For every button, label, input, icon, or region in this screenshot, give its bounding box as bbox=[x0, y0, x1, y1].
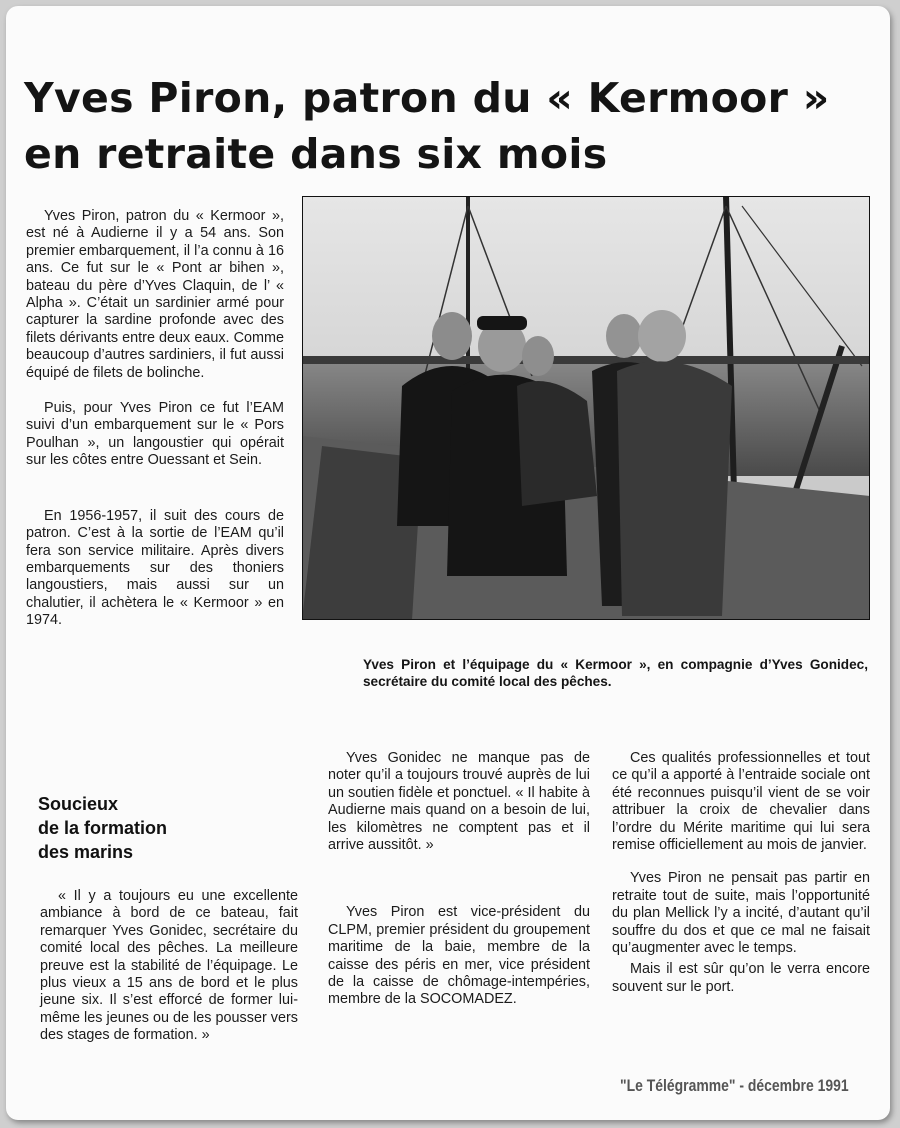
source-credit: "Le Télégramme" - décembre 1991 bbox=[620, 1076, 849, 1095]
left-column-bottom bbox=[40, 888, 298, 1045]
paragraph-patron: En 1956-1957, il suit des cours de patron. C’est à la sortie de l’EAM qu’il fera son service militaire. Après divers embarquements sur des thoniers langoustiers, mais aussi sur un chalutier, il achètera le « Kermoor » en 1974. bbox=[26, 507, 284, 629]
paragraph-retraite: Yves Piron ne pensait pas partir en retraite tout de suite, mais l’opportunité du plan Mellick l’y a incité, d’autant qu’il souffre du dos et que ce mal ne faisait qu’augmenter avec le temps. bbox=[612, 870, 870, 957]
middle-column bbox=[328, 750, 590, 1009]
photo-caption: Yves Piron et l’équipage du « Kermoor », en compagnie d’Yves Gonidec, secrétaire du comité local des pêches. bbox=[363, 657, 868, 689]
headline-line-1: Yves Piron, patron du « Kermoor » bbox=[24, 74, 830, 122]
paragraph-eam: Puis, pour Yves Piron ce fut l’EAM suivi d’un embarquement sur le « Pors Poulhan », un langoustier qui opérait sur les côtes entre Ouessant et Sein. bbox=[26, 400, 284, 469]
paragraph-fonctions: Yves Piron est vice-président du CLPM, premier président du groupement maritime de la baie, membre de la caisse des péris en mer, vice président de la caisse de chômage-intempéries, membre de la SOCOMADEZ. bbox=[328, 904, 590, 1008]
left-column-top bbox=[26, 208, 284, 630]
headline-line-2: en retraite dans six mois bbox=[24, 130, 608, 178]
subheading-line-1: Soucieux bbox=[38, 794, 119, 814]
subheading-line-3: des marins bbox=[38, 842, 134, 862]
subheading bbox=[38, 792, 167, 864]
paragraph-soutien: Yves Gonidec ne manque pas de noter qu’il a toujours trouvé auprès de lui un soutien fidèle et ponctuel. « Il habite à Audierne mais quand on a besoin de lui, les kilomètres ne comptent pas et il arrive aussitôt. » bbox=[328, 750, 590, 854]
paragraph-ambiance: « Il y a toujours eu une excellente ambiance à bord de ce bateau, fait remarquer Yves Gonidec, secrétaire du comité local des pêches. La meilleure preuve est la stabilité de l’équipage. Le plus vieux a 15 ans de bord et le plus jeune six. Il s’est efforcé de former lui-même les jeunes ou de les pousser vers des stages de formation. » bbox=[40, 888, 298, 1044]
paragraph-merite: Ces qualités professionnelles et tout ce qu’il a apporté à l’entraide sociale ont été reconnues puisqu’il vient de se voir attribuer la croix de chevalier dans l’ordre du Mérite maritime qui lui sera remise officiellement au mois de janvier. bbox=[612, 750, 870, 854]
crew-photo-illustration bbox=[302, 196, 870, 620]
right-column bbox=[612, 750, 870, 996]
paragraph-port: Mais il est sûr qu’on le verra encore souvent sur le port. bbox=[612, 961, 870, 995]
headline bbox=[24, 70, 874, 182]
paragraph-birth: Yves Piron, patron du « Kermoor », est né à Audierne il y a 54 ans. Son premier embarquement, il l’a connu à 16 ans. Ce fut sur le « Pont ar bihen », bateau du père d’Yves Claquin, de l’ « Alpha ». C’était un sardinier armé pour capturer la sardine profonde avec des filets dérivants entre deux eaux. Comme beaucoup d’autres sardiniers, il fut aussi équipé de filets de bolinche. bbox=[26, 208, 284, 381]
crew-photo bbox=[302, 196, 870, 620]
subheading-line-2: de la formation bbox=[38, 818, 168, 838]
